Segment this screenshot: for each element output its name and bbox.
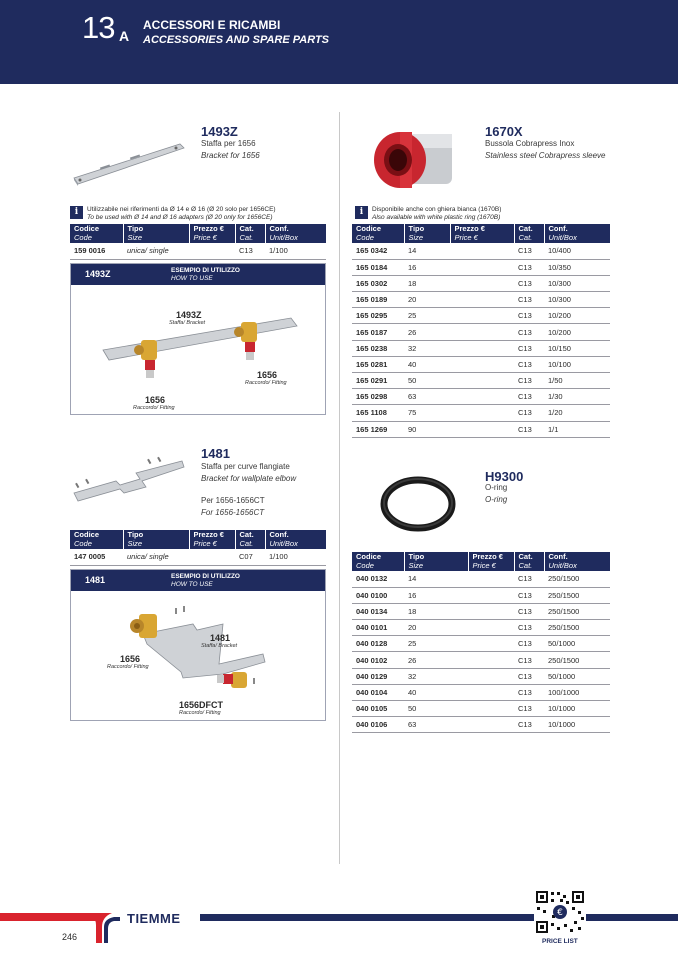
cell-code: 165 0298	[352, 389, 404, 405]
product-image-h9300	[378, 474, 460, 534]
cell-code: 165 0187	[352, 324, 404, 340]
cell-code: 165 1269	[352, 421, 404, 437]
cell-size: 20	[404, 292, 450, 308]
cell-code: 040 0105	[352, 701, 404, 717]
col-price: Prezzo € Price €	[189, 224, 235, 243]
cell-cat: C13	[514, 340, 544, 356]
cell-conf: 10/1000	[544, 701, 610, 717]
table-row	[352, 324, 610, 340]
svg-text:€: €	[557, 908, 563, 918]
info-note-1670x	[355, 206, 610, 222]
cell-size: 50	[404, 701, 468, 717]
cell-conf: 100/1000	[544, 684, 610, 700]
cell-price	[450, 421, 514, 437]
cell-price	[468, 701, 514, 717]
cell-code: 165 1108	[352, 405, 404, 421]
cell-price	[450, 405, 514, 421]
cell-code: 165 0238	[352, 340, 404, 356]
col-price: Prezzo € Price €	[450, 224, 514, 243]
cell-price	[450, 308, 514, 324]
col-size: Tipo Size	[123, 224, 189, 243]
product-image-1493z	[70, 138, 188, 188]
col-conf: Conf. Unit/Box	[265, 224, 326, 243]
cell-cat: C13	[514, 259, 544, 275]
product-code-h9300: H9300	[485, 469, 524, 484]
cell-size: 14	[404, 571, 468, 587]
cell-cat: C13	[514, 356, 544, 372]
cell-size: 16	[404, 259, 450, 275]
cell-price	[468, 668, 514, 684]
table-row	[352, 571, 610, 587]
cell-code: 165 0291	[352, 373, 404, 389]
cell-code: 165 0189	[352, 292, 404, 308]
example-part-a: 1481	[210, 633, 231, 643]
cell-size: 32	[404, 340, 450, 356]
cell-cat: C13	[514, 603, 544, 619]
cell-code: 040 0128	[352, 636, 404, 652]
cell-size: 63	[404, 717, 468, 733]
example-label-en: HOW TO USE	[171, 275, 213, 282]
note-it: Disponibile anche con ghiera bianca (1670B)	[372, 206, 502, 213]
cell-conf: 1/50	[544, 373, 610, 389]
col-price: Prezzo € Price €	[189, 530, 235, 549]
table-row	[352, 373, 610, 389]
table-row	[352, 292, 610, 308]
col-cat: Cat. Cat.	[235, 530, 265, 549]
footer-red-bar	[0, 913, 98, 921]
table-row	[352, 717, 610, 733]
price-table-1481	[70, 530, 326, 566]
example-part-c-sub: Raccordo/ Fitting	[133, 405, 175, 411]
cell-price	[468, 587, 514, 603]
cell-cat: C13	[514, 668, 544, 684]
column-divider	[339, 112, 340, 864]
example-illustration-1481	[123, 604, 273, 704]
cell-cat: C13	[514, 421, 544, 437]
table-row	[352, 684, 610, 700]
cell-size: 40	[404, 684, 468, 700]
cell-code: 040 0134	[352, 603, 404, 619]
price-table-h9300	[352, 552, 610, 733]
col-size: Tipo Size	[404, 552, 468, 571]
cell-price	[468, 571, 514, 587]
cell-cat: C13	[514, 373, 544, 389]
cell-size: 26	[404, 324, 450, 340]
table-row	[352, 308, 610, 324]
cell-price	[468, 603, 514, 619]
cell-size: 32	[404, 668, 468, 684]
example-part-b-sub: Raccordo/ Fitting	[107, 664, 149, 670]
product-desc-en-1493z: Bracket for 1656	[201, 151, 260, 160]
cell-conf: 10/350	[544, 259, 610, 275]
cell-code: 165 0342	[352, 243, 404, 259]
example-code: 1493Z	[85, 269, 111, 279]
cell-code: 165 0184	[352, 259, 404, 275]
col-size: Tipo Size	[123, 530, 189, 549]
price-table-1493z	[70, 224, 326, 260]
table-row	[352, 620, 610, 636]
cell-code: 040 0100	[352, 587, 404, 603]
cell-cat: C13	[514, 587, 544, 603]
example-part-b: 1656	[120, 654, 141, 664]
cell-size: 25	[404, 636, 468, 652]
info-note-1493z	[70, 206, 326, 222]
page-header	[0, 0, 678, 84]
cell-cat: C13	[514, 389, 544, 405]
cell-conf: 50/1000	[544, 668, 610, 684]
cell-price	[450, 275, 514, 291]
info-icon: i	[70, 206, 83, 219]
cell-price	[468, 652, 514, 668]
example-part-c: 1656DFCT	[179, 700, 224, 710]
table-row	[352, 603, 610, 619]
cell-cat: C13	[514, 620, 544, 636]
note-en: Also available with white plastic ring (1670B)	[372, 214, 501, 221]
info-icon: i	[355, 206, 368, 219]
cell-cat: C13	[514, 324, 544, 340]
usage-example-1493z	[70, 263, 326, 415]
cell-price	[450, 389, 514, 405]
footer-hook-shape	[90, 913, 120, 945]
example-label-en: HOW TO USE	[171, 581, 213, 588]
cell-price	[450, 356, 514, 372]
col-code: Codice Code	[352, 552, 404, 571]
cell-size: 75	[404, 405, 450, 421]
cell-conf: 1/20	[544, 405, 610, 421]
note-it: Utilizzabile nei riferimenti da Ø 14 e Ø 16 (Ø 20 solo per 1656CE)	[87, 206, 276, 213]
col-cat: Cat. Cat.	[235, 224, 265, 243]
example-part-b: 1656	[257, 370, 278, 380]
cell-code: 040 0132	[352, 571, 404, 587]
cell-code: 165 0295	[352, 308, 404, 324]
product-desc-it-1493z: Staffa per 1656	[201, 139, 256, 148]
col-cat: Cat. Cat.	[514, 224, 544, 243]
table-row: 159 0016 unica/ single C13 1/100	[70, 243, 326, 259]
cell-cat: C13	[514, 701, 544, 717]
example-label-it: ESEMPIO DI UTILIZZO	[171, 267, 240, 274]
cell-conf: 250/1500	[544, 652, 610, 668]
table-row	[352, 636, 610, 652]
table-row	[352, 701, 610, 717]
cell-price	[450, 324, 514, 340]
cell-conf: 250/1500	[544, 620, 610, 636]
cell-conf: 10/1000	[544, 717, 610, 733]
cell-conf: 1/30	[544, 389, 610, 405]
cell-size: 26	[404, 652, 468, 668]
col-price: Prezzo € Price €	[468, 552, 514, 571]
usage-example-1481	[70, 569, 326, 721]
example-part-a: 1493Z	[176, 310, 202, 320]
cell-conf: 10/300	[544, 275, 610, 291]
cell-price	[450, 373, 514, 389]
section-title-it: ACCESSORI E RICAMBI	[143, 18, 281, 32]
example-part-b-sub: Raccordo/ Fitting	[245, 380, 287, 386]
product-for-en-1481: For 1656-1656CT	[201, 508, 265, 517]
cell-cat: C13	[514, 717, 544, 733]
col-code: Codice Code	[70, 530, 123, 549]
cell-code: 040 0129	[352, 668, 404, 684]
cell-size: 50	[404, 373, 450, 389]
section-number: 13	[82, 10, 115, 45]
qr-code-icon	[534, 889, 586, 935]
cell-price	[450, 292, 514, 308]
cell-size: 25	[404, 308, 450, 324]
cell-size: 20	[404, 620, 468, 636]
example-part-c: 1656	[145, 395, 166, 405]
cell-cat: C13	[514, 405, 544, 421]
product-desc-en-1670x: Stainless steel Cobrapress sleeve	[485, 151, 606, 160]
table-row	[352, 421, 610, 437]
product-desc-en-1481: Bracket for wallplate elbow	[201, 474, 297, 483]
brand-logo-text: TIEMME	[127, 911, 181, 926]
cell-cat: C13	[514, 292, 544, 308]
product-image-1670x	[370, 124, 460, 196]
section-title-en: ACCESSORIES AND SPARE PARTS	[143, 34, 330, 46]
product-desc-it-1481: Staffa per curve flangiate	[201, 462, 290, 471]
cell-size: 16	[404, 587, 468, 603]
cell-conf: 250/1500	[544, 603, 610, 619]
cell-conf: 10/150	[544, 340, 610, 356]
product-code-1481: 1481	[201, 446, 230, 461]
table-row	[352, 275, 610, 291]
cell-cat: C13	[514, 275, 544, 291]
cell-size: 18	[404, 275, 450, 291]
table-row	[352, 340, 610, 356]
cell-size: 40	[404, 356, 450, 372]
table-row: 147 0005 unica/ single C07 1/100	[70, 549, 326, 565]
example-part-a-sub: Staffa/ Bracket	[201, 643, 238, 649]
price-list-label: PRICE LIST	[542, 938, 578, 945]
col-code: Codice Code	[352, 224, 404, 243]
product-code-1493z: 1493Z	[201, 124, 238, 139]
cell-cat: C13	[514, 571, 544, 587]
col-conf: Conf. Unit/Box	[544, 224, 610, 243]
example-label-it: ESEMPIO DI UTILIZZO	[171, 573, 240, 580]
cell-code: 040 0106	[352, 717, 404, 733]
cell-size: 18	[404, 603, 468, 619]
product-image-1481	[70, 455, 188, 505]
table-row	[352, 389, 610, 405]
cell-size: 90	[404, 421, 450, 437]
cell-price	[468, 717, 514, 733]
cell-price	[450, 243, 514, 259]
cell-size: 63	[404, 389, 450, 405]
cell-code: 165 0281	[352, 356, 404, 372]
cell-conf: 250/1500	[544, 587, 610, 603]
cell-price	[450, 259, 514, 275]
cell-size: 14	[404, 243, 450, 259]
cell-conf: 250/1500	[544, 571, 610, 587]
table-row	[352, 668, 610, 684]
cell-cat: C13	[514, 636, 544, 652]
table-row	[352, 259, 610, 275]
footer-navy-bar	[200, 914, 678, 921]
cell-code: 040 0102	[352, 652, 404, 668]
cell-code: 165 0302	[352, 275, 404, 291]
cell-cat: C13	[514, 652, 544, 668]
col-cat: Cat. Cat.	[514, 552, 544, 571]
cell-conf: 10/100	[544, 356, 610, 372]
cell-code: 040 0104	[352, 684, 404, 700]
cell-price	[468, 620, 514, 636]
cell-cat: C13	[514, 684, 544, 700]
col-conf: Conf. Unit/Box	[265, 530, 326, 549]
product-desc-it-h9300: O-ring	[485, 483, 508, 492]
cell-price	[468, 684, 514, 700]
table-row	[352, 405, 610, 421]
example-part-a-sub: Staffa/ Bracket	[169, 320, 206, 326]
cell-conf: 10/200	[544, 324, 610, 340]
table-row	[352, 652, 610, 668]
note-en: To be used with Ø 14 and Ø 16 adapters (Ø 20 only for 1656CE)	[87, 214, 273, 221]
table-row	[352, 356, 610, 372]
price-table-1670x	[352, 224, 610, 438]
cell-cat: C13	[514, 243, 544, 259]
product-desc-en-h9300: O-ring	[485, 495, 508, 504]
cell-conf: 1/1	[544, 421, 610, 437]
cell-conf: 10/200	[544, 308, 610, 324]
col-size: Tipo Size	[404, 224, 450, 243]
cell-price	[450, 340, 514, 356]
example-part-c-sub: Raccordo/ Fitting	[179, 710, 221, 716]
cell-conf: 50/1000	[544, 636, 610, 652]
product-for-it-1481: Per 1656-1656CT	[201, 496, 265, 505]
product-desc-it-1670x: Bussola Cobrapress Inox	[485, 139, 575, 148]
page-number: 246	[62, 932, 78, 942]
example-code: 1481	[85, 575, 106, 585]
table-row	[352, 587, 610, 603]
col-conf: Conf. Unit/Box	[544, 552, 610, 571]
cell-cat: C13	[514, 308, 544, 324]
col-code: Codice Code	[70, 224, 123, 243]
cell-code: 040 0101	[352, 620, 404, 636]
cell-conf: 10/300	[544, 292, 610, 308]
cell-conf: 10/400	[544, 243, 610, 259]
section-letter: A	[119, 28, 130, 44]
product-code-1670x: 1670X	[485, 124, 523, 139]
table-row	[352, 243, 610, 259]
cell-price	[468, 636, 514, 652]
